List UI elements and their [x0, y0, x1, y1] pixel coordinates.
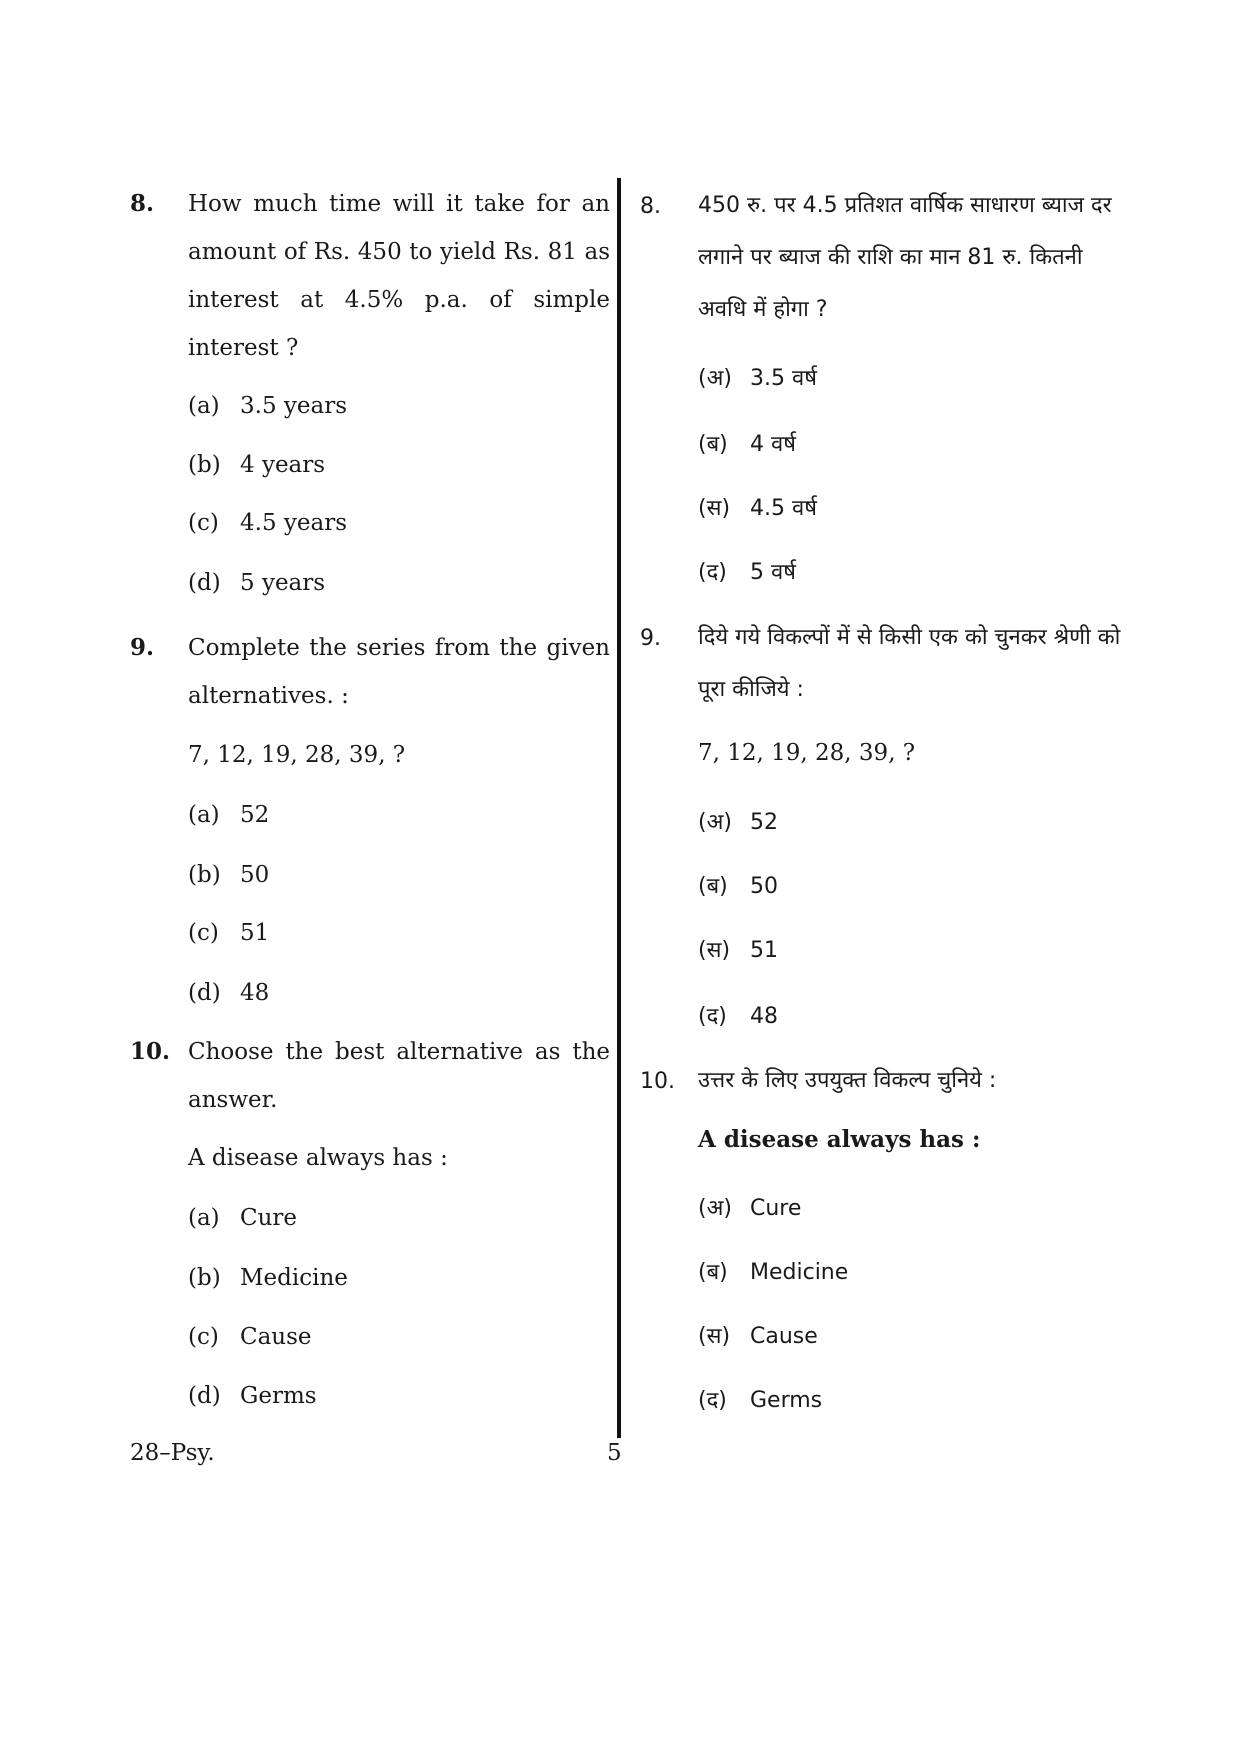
question-text: Complete the series from the given alternatives. :	[188, 635, 610, 709]
option-c: (c) Cause	[188, 1324, 312, 1350]
option-d: (d) 5 years	[188, 570, 326, 596]
question-number: 10.	[640, 1069, 675, 1094]
question-number: 10.	[130, 1038, 171, 1065]
option-a: (अ) 52	[698, 810, 778, 835]
option-b: (ब) Medicine	[698, 1260, 849, 1285]
option-b: (ब) 50	[698, 874, 778, 899]
paper-code: 28–Psy.	[130, 1440, 215, 1466]
option-c: (c) 4.5 years	[188, 510, 348, 536]
option-a: (a) 3.5 years	[188, 393, 348, 419]
option-d: (d) Germs	[188, 1383, 317, 1409]
question-text: How much time will it take for an amount of Rs. 450 to yield Rs. 81 as interest at 4.5% p.a. of simple interest ?	[188, 191, 610, 361]
column-divider	[617, 178, 621, 1438]
question-number: 9.	[130, 634, 155, 661]
question-number: 8.	[640, 194, 661, 219]
question-text: 450 रु. पर 4.5 प्रतिशत वार्षिक साधारण ब्याज दर लगाने पर ब्याज की राशि का मान 81 रु. कितनी अवधि में होगा ?	[698, 193, 1112, 322]
question-text: Choose the best alternative as the answer.	[188, 1039, 610, 1113]
option-a: (अ) Cure	[698, 1196, 802, 1221]
option-a: (a) 52	[188, 802, 270, 828]
option-d: (द) 48	[698, 1004, 778, 1029]
option-b: (ब) 4 वर्ष	[698, 432, 796, 457]
question-number: 8.	[130, 190, 155, 217]
option-b: (b) 50	[188, 862, 270, 888]
option-a: (अ) 3.5 वर्ष	[698, 366, 817, 391]
number-series: 7, 12, 19, 28, 39, ?	[698, 740, 916, 766]
option-c: (c) 51	[188, 920, 270, 946]
question-stem: A disease always has :	[188, 1145, 448, 1171]
option-d: (द) 5 वर्ष	[698, 560, 796, 585]
option-c: (स) 51	[698, 938, 778, 963]
question-text: दिये गये विकल्पों में से किसी एक को चुनकर श्रेणी को पूरा कीजिये :	[698, 625, 1121, 702]
question-number: 9.	[640, 626, 661, 651]
option-b: (b) Medicine	[188, 1265, 348, 1291]
page-number: 5	[607, 1440, 622, 1466]
question-stem: A disease always has :	[698, 1126, 981, 1153]
option-d: (द) Germs	[698, 1388, 823, 1413]
option-b: (b) 4 years	[188, 452, 326, 478]
option-c: (स) Cause	[698, 1324, 818, 1349]
question-text: उत्तर के लिए उपयुक्त विकल्प चुनिये :	[698, 1068, 997, 1093]
option-d: (d) 48	[188, 980, 270, 1006]
number-series: 7, 12, 19, 28, 39, ?	[188, 742, 406, 768]
option-a: (a) Cure	[188, 1205, 298, 1231]
option-c: (स) 4.5 वर्ष	[698, 496, 817, 521]
